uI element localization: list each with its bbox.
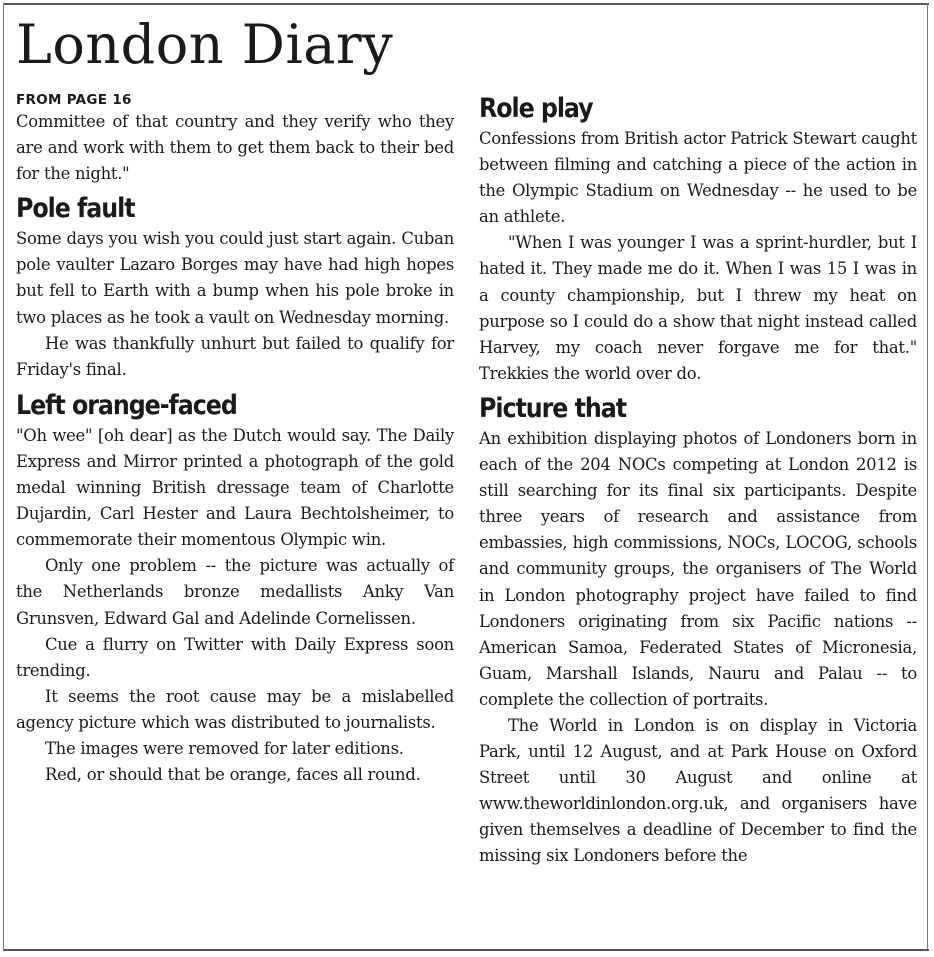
section-heading-role-play: Role play — [479, 93, 593, 124]
bottom-rule — [3, 949, 929, 951]
right-column — [479, 92, 917, 870]
section-heading-left-orange-faced: Left orange-faced — [16, 389, 237, 421]
orange-faced-paragraph-4: It seems the root cause may be a mislabelled agency picture which was distributed to journalists. — [16, 686, 454, 732]
continuation-paragraph: Committee of that country and they verify who they are and work with them to get them back to their bed for the night." — [16, 112, 454, 184]
section-heading-picture-that: Picture that — [479, 392, 627, 424]
orange-faced-paragraph-6: Red, or should that be orange, faces all round. — [45, 765, 421, 785]
left-column — [16, 90, 454, 788]
from-page-label: FROM PAGE 16 — [16, 92, 132, 108]
section-heading-pole-fault: Pole fault — [16, 193, 135, 225]
orange-faced-paragraph-5: The images were removed for later editions. — [45, 738, 404, 758]
role-play-paragraph-1: Confessions from British actor Patrick Stewart caught between filming and catching a piece of the action in the Olympic Stadium on Wednesday -- he used to be an athlete. — [479, 129, 917, 227]
orange-faced-paragraph-1: "Oh wee" [oh dear] as the Dutch would say. The Daily Express and Mirror printed a photograph of the gold medal winning British dressage team of Charlotte Dujardin, Carl Hester and Laura Bechtolsheimer, to commemorate their momentous Olympic win. — [16, 425, 454, 550]
pole-fault-paragraph-2: He was thankfully unhurt but failed to qualify for Friday's final. — [16, 333, 454, 379]
picture-that-paragraph-2: The World in London is on display in Victoria Park, until 12 August, and at Park House on Oxford Street until 30 August and online at www.theworldinlondon.org.uk, and organisers have given themselves a deadline of December to find the missing six Londoners before the — [479, 715, 917, 866]
page-title: London Diary — [16, 13, 394, 76]
pole-fault-paragraph-1: Some days you wish you could just start again. Cuban pole vaulter Lazaro Borges may have had high hopes but fell to Earth with a bump when his pole broke in two places as he took a vault on Wednesday morning. — [16, 229, 454, 327]
orange-faced-paragraph-3: Cue a flurry on Twitter with Daily Express soon trending. — [16, 634, 454, 680]
role-play-paragraph-2: "When I was younger I was a sprint-hurdler, but I hated it. They made me do it. When I was 15 I was in a county championship, but I threw my heat on purpose so I could do a show that night instead called Harvey, my coach never forgave me for that." Trekkies the world over do. — [479, 233, 917, 383]
picture-that-paragraph-1: An exhibition displaying photos of Londoners born in each of the 204 NOCs competing at London 2012 is still searching for its final six participants. Despite three years of research and assistance from embassies, high commissions, NOCs, LOCOG, schools and community groups, the organisers of The World in London photography project have failed to find Londoners originating from six Pacific nations -- American Samoa, Federated States of Micronesia, Guam, Marshall Islands, Nauru and Palau -- to complete the collection of portraits. — [479, 428, 917, 709]
orange-faced-paragraph-2: Only one problem -- the picture was actually of the Netherlands bronze medallists Anky Van Grunsven, Edward Gal and Adelinde Cornelissen. — [16, 556, 454, 628]
